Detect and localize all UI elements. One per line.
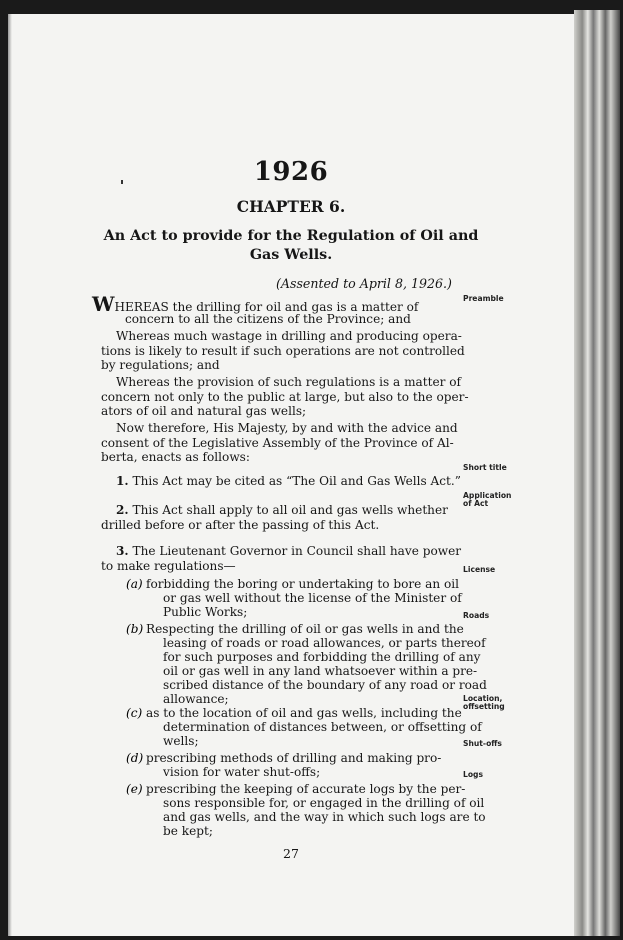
clause-line: determination of distances between, or offsetting of xyxy=(163,720,482,734)
section-2-line: drilled before or after the passing of this Act. xyxy=(101,518,380,532)
clause-line: vision for water shut-offs; xyxy=(163,765,321,779)
section-1-line xyxy=(116,474,461,488)
clause-line: oil or gas well in any land whatsoever within a pre- xyxy=(163,664,478,678)
section-2-line xyxy=(116,503,448,517)
clause-line: Public Works; xyxy=(163,605,248,619)
clause-line: leasing of roads or road allowances, or parts thereof xyxy=(163,636,486,650)
marginal-note-preamble: Preamble xyxy=(463,294,504,303)
clause-line: be kept; xyxy=(163,824,213,838)
chapter-heading: CHAPTER 6. xyxy=(236,197,346,216)
preamble-line: Whereas much wastage in drilling and producing opera- xyxy=(116,329,462,343)
preamble-line: Whereas the provision of such regulations is a matter of xyxy=(116,375,462,389)
page-gutter-shadow xyxy=(8,14,12,936)
clause-label: (d) xyxy=(126,751,144,765)
marginal-note-location: offsetting xyxy=(463,702,505,711)
marginal-note-application: Application xyxy=(463,491,512,500)
section-number: 3. xyxy=(116,544,129,558)
preamble-line: consent of the Legislative Assembly of the Province of Al- xyxy=(101,436,454,450)
clause-line: and gas wells, and the way in which such logs are to xyxy=(163,810,486,824)
clause-line: forbidding the boring or undertaking to bore an oil xyxy=(146,577,460,591)
clause-line: scribed distance of the boundary of any road or road xyxy=(163,678,487,692)
clause-line: allowance; xyxy=(163,692,229,706)
clause-line: or gas well without the license of the Minister of xyxy=(163,591,462,605)
page-number: 27 xyxy=(283,846,299,861)
preamble-line: tions is likely to result if such operations are not controlled xyxy=(101,344,465,358)
preamble-line: concern to all the citizens of the Province; and xyxy=(125,312,411,326)
text: This Act may be cited as “The Oil and Gas Wells Act.” xyxy=(132,474,461,488)
act-title-line-1: An Act to provide for the Regulation of Oil and xyxy=(103,228,479,244)
document-page xyxy=(8,14,574,936)
marginal-note-license: License xyxy=(463,565,496,574)
clause-label: (e) xyxy=(126,782,143,796)
clause-label: (b) xyxy=(126,622,144,636)
year-heading: 1926 xyxy=(253,157,329,187)
text: HEREAS the drilling for oil and gas is a matter of xyxy=(114,300,419,314)
clause-line: for such purposes and forbidding the drilling of any xyxy=(163,650,481,664)
section-3-line xyxy=(116,544,461,558)
clause-label: (c) xyxy=(126,706,143,720)
preamble-line: by regulations; and xyxy=(101,358,220,372)
section-number: 1. xyxy=(116,474,129,488)
marginal-note-location: Location, xyxy=(463,694,503,703)
clause-line: as to the location of oil and gas wells, including the xyxy=(146,706,462,720)
book-spine-edge xyxy=(574,10,620,936)
preamble-line: Now therefore, His Majesty, by and with the advice and xyxy=(116,421,458,435)
text: The Lieutenant Governor in Council shall have power xyxy=(132,544,462,558)
preamble-line: ators of oil and natural gas wells; xyxy=(101,404,307,418)
preamble-line: concern not only to the public at large, but also to the oper- xyxy=(101,390,469,404)
preamble-line: berta, enacts as follows: xyxy=(101,450,250,464)
marginal-note-shutoffs: Shut-offs xyxy=(463,739,502,748)
clause-line: prescribing methods of drilling and making pro- xyxy=(146,751,442,765)
section-3-line: to make regulations— xyxy=(101,559,236,573)
drop-cap: W xyxy=(92,292,115,316)
marginal-note-short-title: Short title xyxy=(463,463,507,472)
text: This Act shall apply to all oil and gas wells whether xyxy=(132,503,448,517)
marginal-note-roads: Roads xyxy=(463,611,490,620)
act-title-line-2: Gas Wells. xyxy=(249,247,333,263)
assent-date: (Assented to April 8, 1926.) xyxy=(276,276,452,291)
marginal-note-logs: Logs xyxy=(463,770,484,779)
clause-line: prescribing the keeping of accurate logs by the per- xyxy=(146,782,466,796)
clause-line: sons responsible for, or engaged in the drilling of oil xyxy=(163,796,485,810)
clause-line: Respecting the drilling of oil or gas wells in and the xyxy=(146,622,464,636)
marginal-note-application: of Act xyxy=(463,499,489,508)
section-number: 2. xyxy=(116,503,129,517)
clause-label: (a) xyxy=(126,577,143,591)
clause-line: wells; xyxy=(163,734,199,748)
